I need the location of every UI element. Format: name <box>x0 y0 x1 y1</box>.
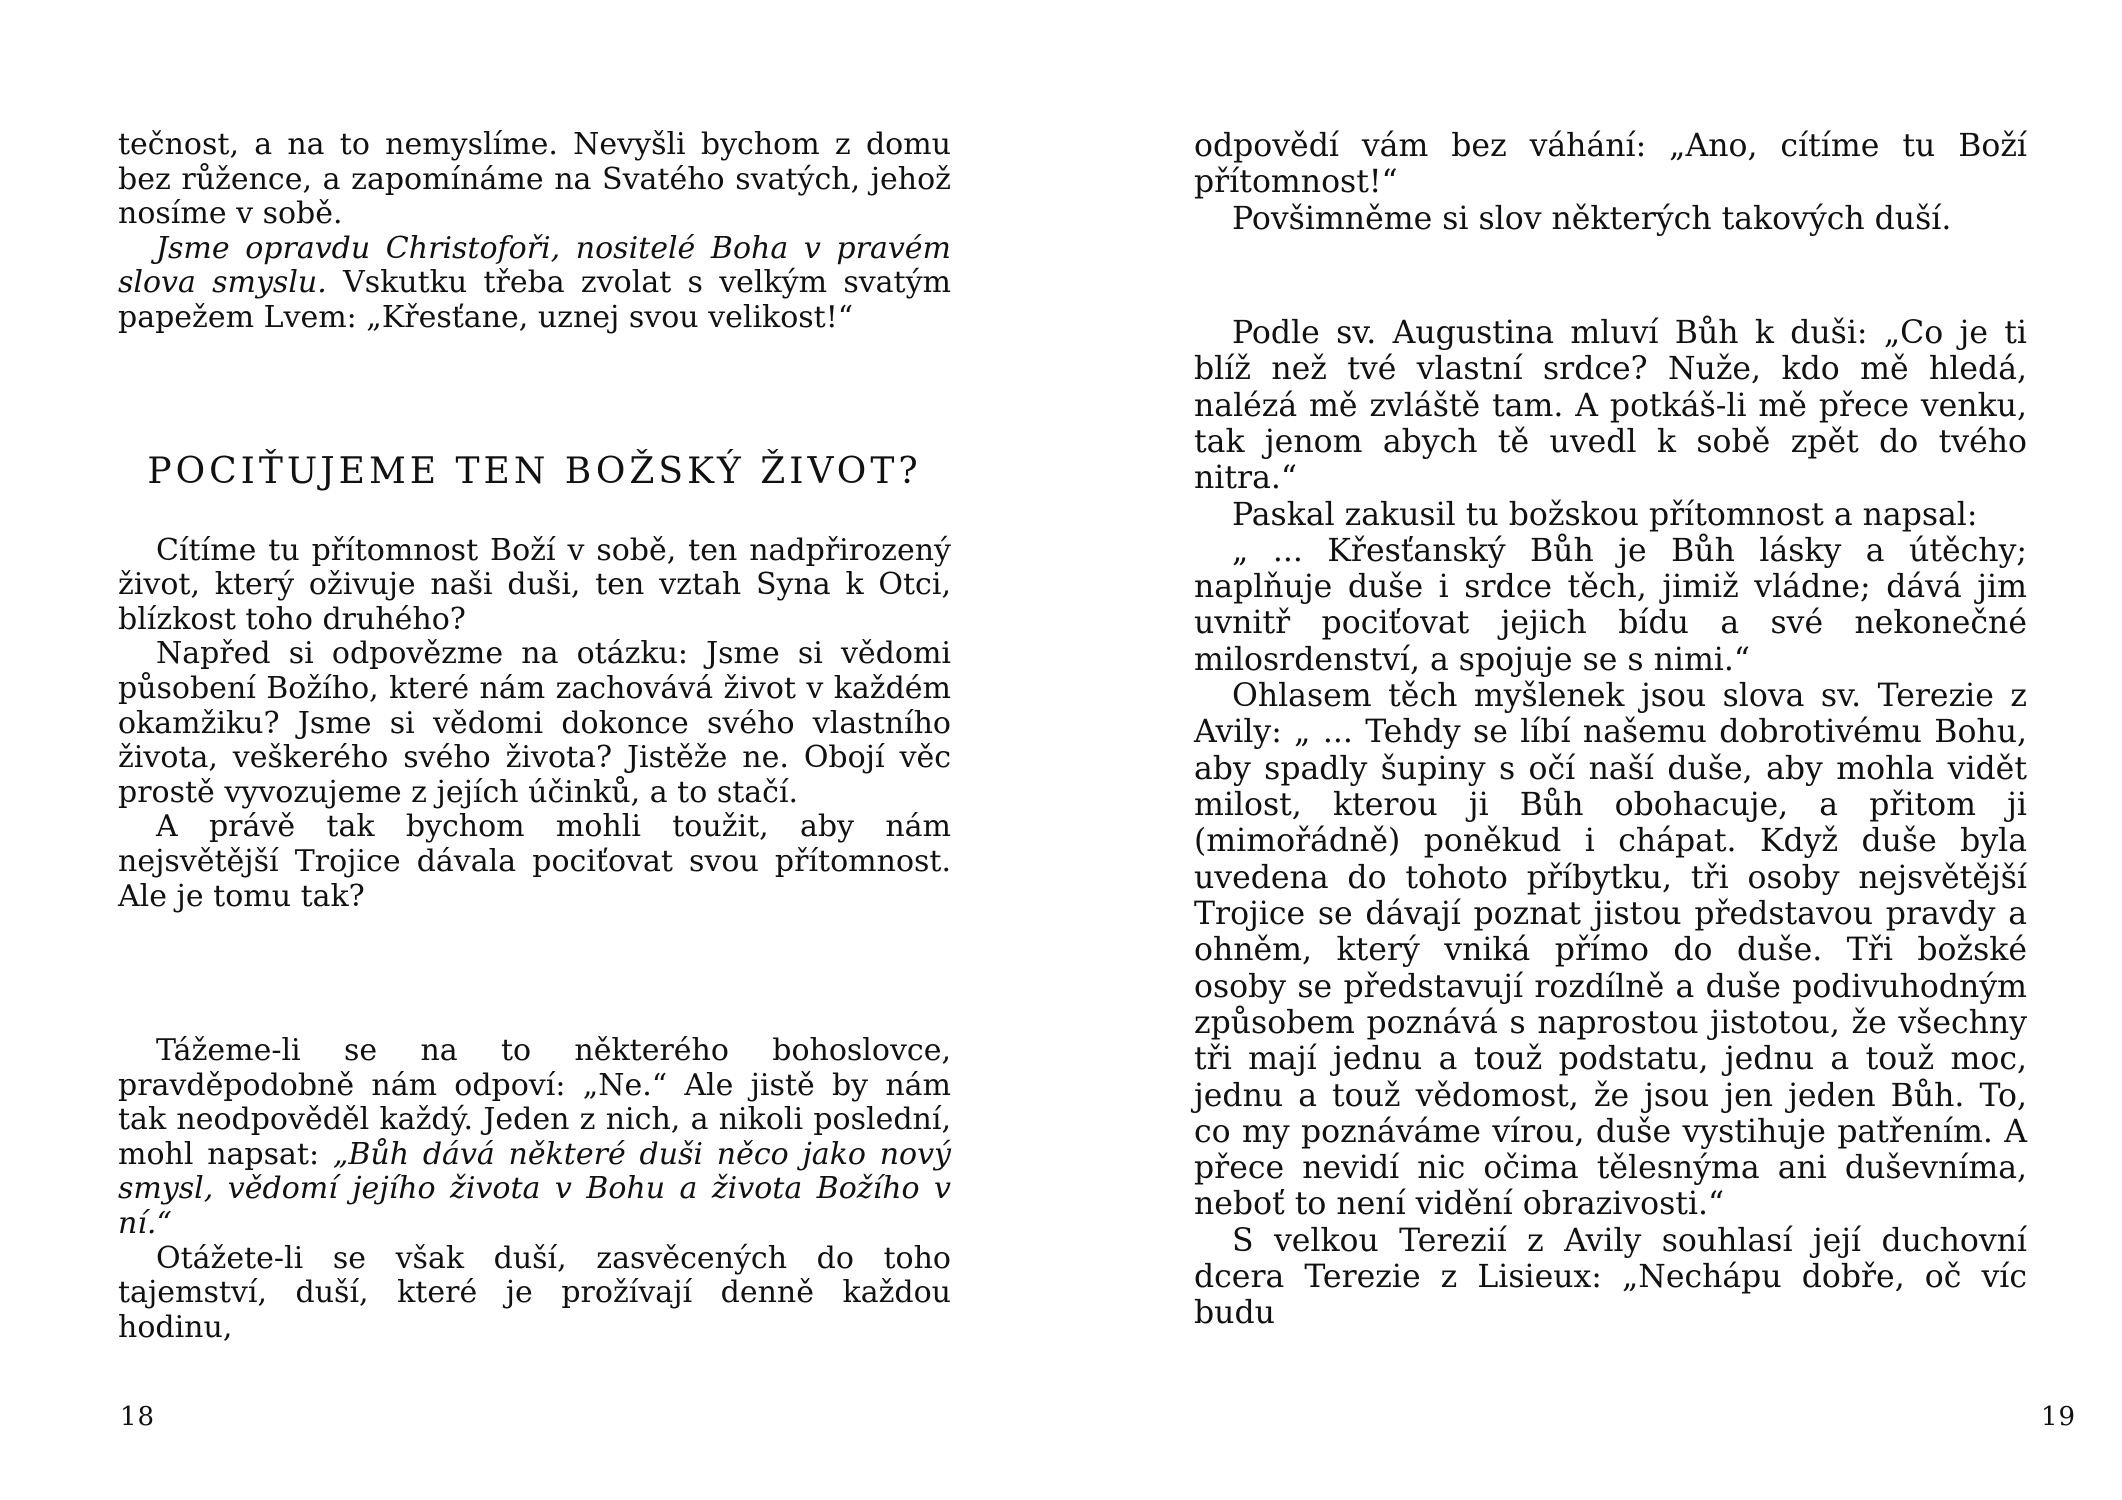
right-paragraph-4: Paskal zakusil tu božskou přítomnost a napsal: <box>1232 496 1978 533</box>
page-number-right: 19 <box>2041 1402 2077 1432</box>
left-paragraph-2-italic: Jsme opravdu Christofoři, nositelé Boha v pravém slova smyslu. <box>118 230 951 301</box>
left-paragraph-6-italic: „Bůh dává některé duši něco jako nový smysl, vědomí jejího života v Bohu a života Božího v ní.“ <box>118 1136 951 1242</box>
right-text-column <box>1194 128 2027 1332</box>
left-paragraph-3: Cítíme tu přítomnost Boží v sobě, ten nadpřirozený život, který oživuje naši duši, ten vztah Syna k Otci, blízkost toho druhého? <box>118 532 951 637</box>
left-paragraph-4: Napřed si odpovězme na otázku: Jsme si vědomi působení Božího, které nám zachovává život v každém okamžiku? Jsme si vědomi dokonce svého vlastního života, veškerého svého života? Jistěže ne. Obojí věc prostě vyvozujeme z jejích účinků, a to stačí. <box>118 636 951 810</box>
left-paragraph-7: Otážete-li se však duší, zasvěcených do toho tajemství, duší, které je prožívají denně každou hodinu, <box>118 1240 951 1345</box>
page-number-left: 18 <box>120 1402 156 1432</box>
left-paragraph-2-rest: Vskutku třeba zvolat s velkým svatým papežem Lvem: „Křesťane, uznej svou velikost!“ <box>118 265 952 335</box>
right-paragraph-3: Podle sv. Augustina mluví Bůh k duši: „Co je ti blíž než tvé vlastní srdce? Nuže, kdo mě hledá, nalézá mě zvláště tam. A potkáš-li mě přece venku, tak jenom abych tě uvedl k sobě zpět do tvého nitra.“ <box>1194 314 2027 497</box>
left-paragraph-6 <box>118 1034 951 1242</box>
right-paragraph-5: „ ... Křesťanský Bůh je Bůh lásky a útěchy; naplňuje duše i srdce těch, jimiž vládne; dává jim uvnitř pociťovat jejich bídu a své nekonečné milosrdenství, a spojuje se s nimi.“ <box>1194 532 2027 678</box>
left-paragraph-2 <box>118 232 951 336</box>
right-paragraph-6: Ohlasem těch myšlenek jsou slova sv. Terezie z Avily: „ ... Tehdy se líbí našemu dobrotivému Bohu, aby spadly šupiny s očí naší duše, aby mohla vidět milost, kterou ji Bůh obohacuje, a přitom ji (mimořádně) poněkud i chápat. Když duše byla uvedena do tohoto příbytku, tři osoby nejsvětější Trojice se dávají poznat jistou představou pravdy a ohněm, který vniká přímo do duše. Tři božské osoby se představují rozdílně a duše podivuhodným způsobem poznává s naprostou jistotou, že všechny tři mají jednu a touž podstatu, jednu a touž moc, jednu a touž vědomost, že jsou jen jeden Bůh. To, co my poznáváme vírou, duše vystihuje patřením. A přece nevidí nic očima tělesnýma ani duševníma, neboť to není vidění obrazivosti.“ <box>1194 678 2027 1223</box>
right-paragraph-1: odpovědí vám bez váhání: „Ano, cítíme tu Boží přítomnost!“ <box>1194 128 2027 201</box>
left-paragraph-1: tečnost, a na to nemyslíme. Nevyšli bychom z domu bez růžence, a zapomínáme na Svatého svatých, jehož nosíme v sobě. <box>118 127 951 232</box>
section-heading: POCIŤUJEME TEN BOŽSKÝ ŽIVOT? <box>147 450 922 492</box>
left-paragraph-6-start: Tážeme-li se na to některého bohoslovce, pravděpodobně nám odpoví: „Ne.“ Ale jistě by nám tak neodpověděl každý. Jeden z nich, a nikoli poslední, mohl napsat: <box>118 1033 951 1172</box>
left-text-column <box>118 128 951 1345</box>
left-paragraph-5: A právě tak bychom mohli toužit, aby nám nejsvětější Trojice dávala pociťovat svou přítomnost. Ale je tomu tak? <box>118 809 951 914</box>
right-page <box>1061 0 2122 1500</box>
right-paragraph-2: Povšimněme si slov některých takových duší. <box>1232 200 1952 237</box>
right-paragraph-7: S velkou Terezií z Avily souhlasí její duchovní dcera Terezie z Lisieux: „Nechápu dobře, oč víc budu <box>1194 1222 2027 1332</box>
